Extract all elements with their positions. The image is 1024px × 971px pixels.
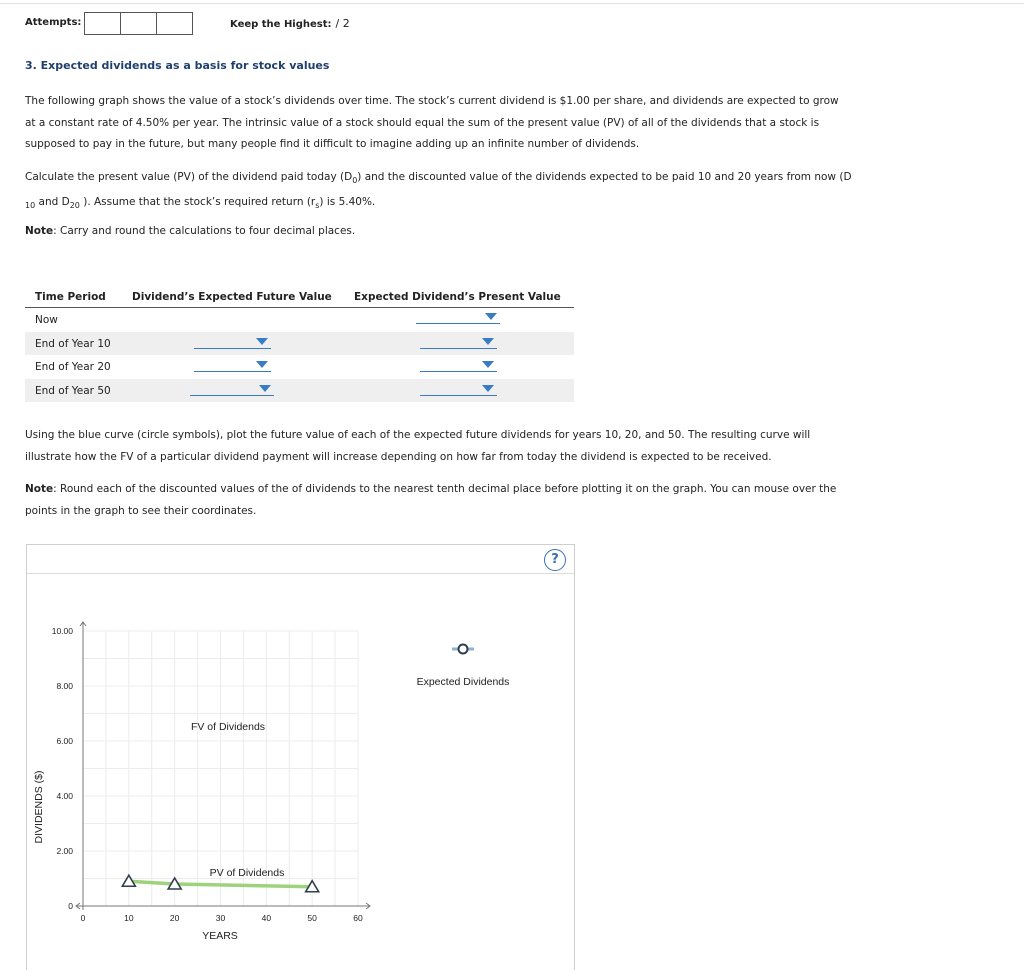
grid-lines bbox=[83, 631, 358, 906]
row-label: Now bbox=[35, 314, 58, 326]
y-tick-label: 8.00 bbox=[56, 681, 73, 691]
keep-highest-value: / 2 bbox=[335, 17, 350, 30]
subscript: 0 bbox=[352, 176, 358, 186]
fv-year50-dropdown[interactable] bbox=[190, 383, 274, 396]
text-line: supposed to pay in the future, but many people find it difficult to imagine adding up an infinite number of dividends. bbox=[25, 138, 640, 150]
plot-instructions bbox=[25, 425, 895, 468]
question-title: 3. Expected dividends as a basis for stock values bbox=[25, 59, 330, 72]
text-span: ) is 5.40%. bbox=[319, 195, 376, 208]
text-span: ). Assume that the stock’s required return (r bbox=[79, 195, 316, 208]
note-plotting bbox=[25, 479, 895, 522]
fv-year10-dropdown[interactable] bbox=[194, 336, 271, 349]
x-tick-label: 0 bbox=[80, 913, 86, 923]
attempts-boxes bbox=[84, 12, 192, 35]
note-rounding bbox=[25, 221, 895, 243]
chevron-down-icon bbox=[482, 385, 494, 392]
x-axis-label: YEARS bbox=[202, 930, 238, 942]
subscript: 10 bbox=[25, 200, 36, 210]
col-header-pv: Expected Dividend’s Present Value bbox=[354, 291, 561, 303]
legend-label: Expected Dividends bbox=[416, 676, 510, 688]
legend-circle-marker[interactable] bbox=[459, 645, 468, 654]
x-tick-label: 50 bbox=[307, 913, 317, 923]
chevron-down-icon bbox=[256, 338, 268, 345]
chevron-down-icon bbox=[485, 313, 497, 320]
y-axis-label: DIVIDENDS ($) bbox=[33, 770, 45, 844]
text-span: and D bbox=[35, 195, 70, 208]
intro-paragraph bbox=[25, 91, 895, 156]
pv-year10-dropdown[interactable] bbox=[420, 336, 497, 349]
help-icon[interactable]: ? bbox=[544, 549, 566, 571]
y-tick-label: 10.00 bbox=[51, 626, 73, 636]
subscript: 20 bbox=[69, 200, 80, 210]
text-span: ) and the discounted value of the dividends expected to be paid 10 and 20 years from now (D bbox=[357, 171, 852, 183]
col-header-fv: Dividend’s Expected Future Value bbox=[132, 291, 332, 303]
chevron-down-icon bbox=[482, 361, 494, 368]
attempt-box bbox=[84, 12, 121, 35]
y-tick-label: 2.00 bbox=[56, 846, 73, 856]
fv-year20-dropdown[interactable] bbox=[194, 359, 271, 372]
attempt-box bbox=[120, 12, 157, 35]
text-line: illustrate how the FV of a particular dividend payment will increase depending on how far from today the dividend is expected to be received. bbox=[25, 450, 772, 463]
table-header bbox=[25, 288, 574, 308]
chevron-down-icon bbox=[259, 385, 271, 392]
dividend-table bbox=[25, 288, 574, 402]
note-text: : Round each of the discounted values of the of dividends to the nearest tenth decimal place before plotting it on the graph. You can mouse over the bbox=[53, 483, 837, 495]
legend bbox=[417, 645, 510, 689]
y-tick-label: 4.00 bbox=[56, 791, 73, 801]
x-tick-labels bbox=[81, 913, 363, 923]
dividend-chart[interactable] bbox=[27, 545, 574, 971]
graph-panel bbox=[26, 544, 575, 970]
keep-highest-label: Keep the Highest: bbox=[230, 19, 332, 30]
attempt-box bbox=[156, 12, 193, 35]
row-label: End of Year 50 bbox=[35, 384, 111, 397]
text-line: The following graph shows the value of a stock’s dividends over time. The stock’s current dividend is $1.00 per share, and dividends are expected to grow bbox=[25, 95, 839, 107]
note-text: points in the graph to see their coordinates. bbox=[25, 504, 257, 517]
text-span: Calculate the present value (PV) of the dividend paid today (D bbox=[25, 171, 353, 183]
y-tick-labels bbox=[52, 626, 74, 911]
pv-year50-dropdown[interactable] bbox=[420, 383, 497, 396]
text-line: Using the blue curve (circle symbols), plot the future value of each of the expected future dividends for years 10, 20, and 50. The resulting curve will bbox=[25, 429, 811, 441]
table-row bbox=[25, 332, 574, 356]
x-tick-label: 40 bbox=[261, 913, 272, 923]
row-label: End of Year 20 bbox=[35, 361, 111, 373]
y-tick-label: 0 bbox=[68, 901, 73, 911]
y-tick-label: 6.00 bbox=[56, 736, 73, 746]
top-divider bbox=[0, 3, 1024, 4]
row-label: End of Year 10 bbox=[35, 337, 111, 350]
note-label: Note bbox=[25, 225, 54, 237]
text-line: at a constant rate of 4.50% per year. The intrinsic value of a stock should equal the sum of the present value (PV) of all of the dividends that a stock is bbox=[25, 116, 820, 129]
table-row bbox=[25, 308, 574, 332]
fv-curve-label: FV of Dividends bbox=[190, 721, 266, 733]
calculate-paragraph bbox=[25, 167, 895, 216]
table-row bbox=[25, 379, 574, 403]
chevron-down-icon bbox=[256, 361, 268, 368]
attempts-label: Attempts: bbox=[25, 17, 82, 28]
chevron-down-icon bbox=[482, 338, 494, 345]
subscript: s bbox=[315, 200, 320, 210]
keep-highest bbox=[230, 17, 350, 30]
x-tick-label: 30 bbox=[215, 913, 226, 923]
col-header-time: Time Period bbox=[35, 291, 106, 303]
x-tick-label: 20 bbox=[169, 913, 180, 923]
x-tick-label: 60 bbox=[353, 913, 363, 923]
pv-year20-dropdown[interactable] bbox=[420, 359, 497, 372]
table-row bbox=[25, 355, 574, 379]
pv-curve-label: PV of Dividends bbox=[209, 867, 285, 879]
x-tick-label: 10 bbox=[124, 913, 134, 923]
pv-now-dropdown[interactable] bbox=[416, 311, 500, 324]
note-text: : Carry and round the calculations to four decimal places. bbox=[53, 225, 356, 237]
note-label: Note bbox=[25, 483, 54, 495]
